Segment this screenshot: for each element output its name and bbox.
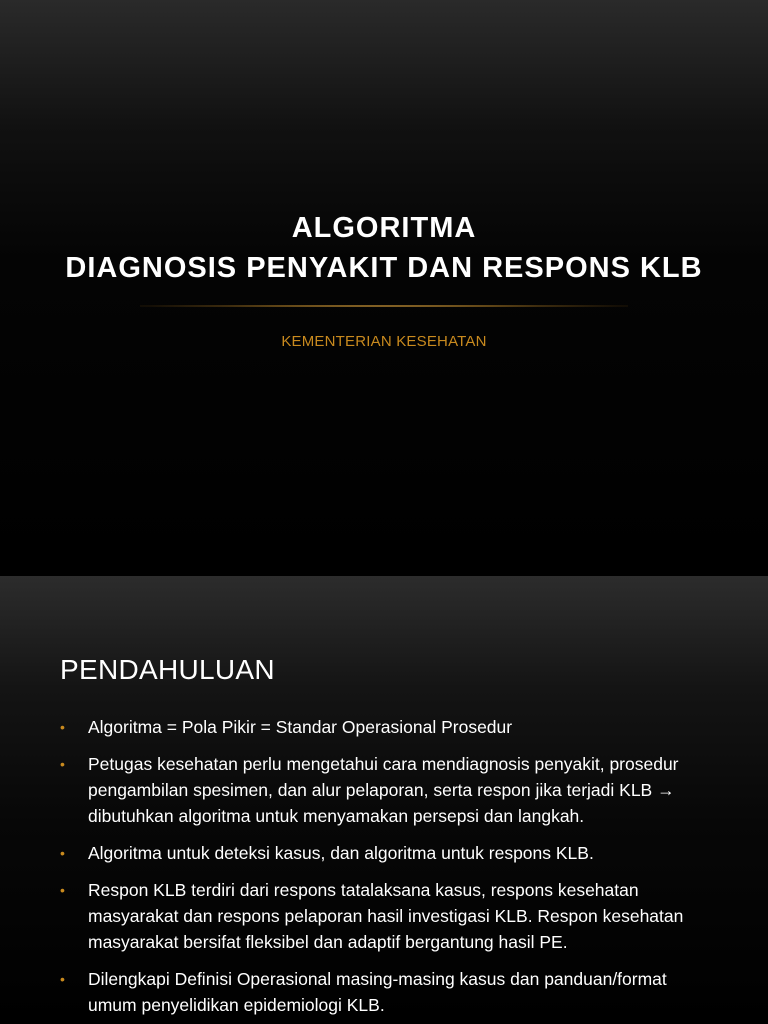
- bullet-icon: •: [60, 882, 65, 898]
- slide-subtitle: KEMENTERIAN KESEHATAN: [281, 333, 487, 350]
- content-slide: [0, 576, 768, 1024]
- bullet-text: Dilengkapi Definisi Operasional masing-masing kasus dan panduan/format umum penyelidikan epidemiologi KLB.: [88, 969, 667, 1015]
- list-item: [60, 966, 720, 1018]
- bullet-icon: •: [60, 971, 65, 987]
- bullet-icon: •: [60, 756, 65, 772]
- title-divider: [140, 305, 628, 307]
- list-item: [60, 751, 720, 829]
- list-item: [60, 714, 720, 740]
- bullet-text: Algoritma untuk deteksi kasus, dan algoritma untuk respons KLB.: [88, 843, 594, 863]
- slide-title: [0, 208, 768, 288]
- bullet-text: Respon KLB terdiri dari respons tatalaksana kasus, respons kesehatan masyarakat dan respons pelaporan hasil investigasi KLB. Respon kesehatan masyarakat bersifat fleksibel dan adaptif bergantung hasil PE.: [88, 880, 684, 952]
- bullet-text: Petugas kesehatan perlu mengetahui cara mendiagnosis penyakit, prosedur pengambilan spesimen, dan alur pelaporan, serta respon jika terjadi KLB → dibutuhkan algoritma untuk menyamakan persepsi dan langkah.: [88, 754, 679, 826]
- title-line-1: ALGORITMA: [291, 212, 477, 244]
- title-line-2: DIAGNOSIS PENYAKIT DAN RESPONS KLB: [65, 252, 703, 284]
- bullet-icon: •: [60, 719, 65, 735]
- bullet-text: Algoritma = Pola Pikir = Standar Operasional Prosedur: [88, 717, 513, 737]
- list-item: [60, 877, 720, 955]
- section-heading: PENDAHULUAN: [60, 654, 275, 685]
- bullet-icon: •: [60, 845, 65, 861]
- bullet-list: [60, 714, 720, 1024]
- list-item: [60, 840, 720, 866]
